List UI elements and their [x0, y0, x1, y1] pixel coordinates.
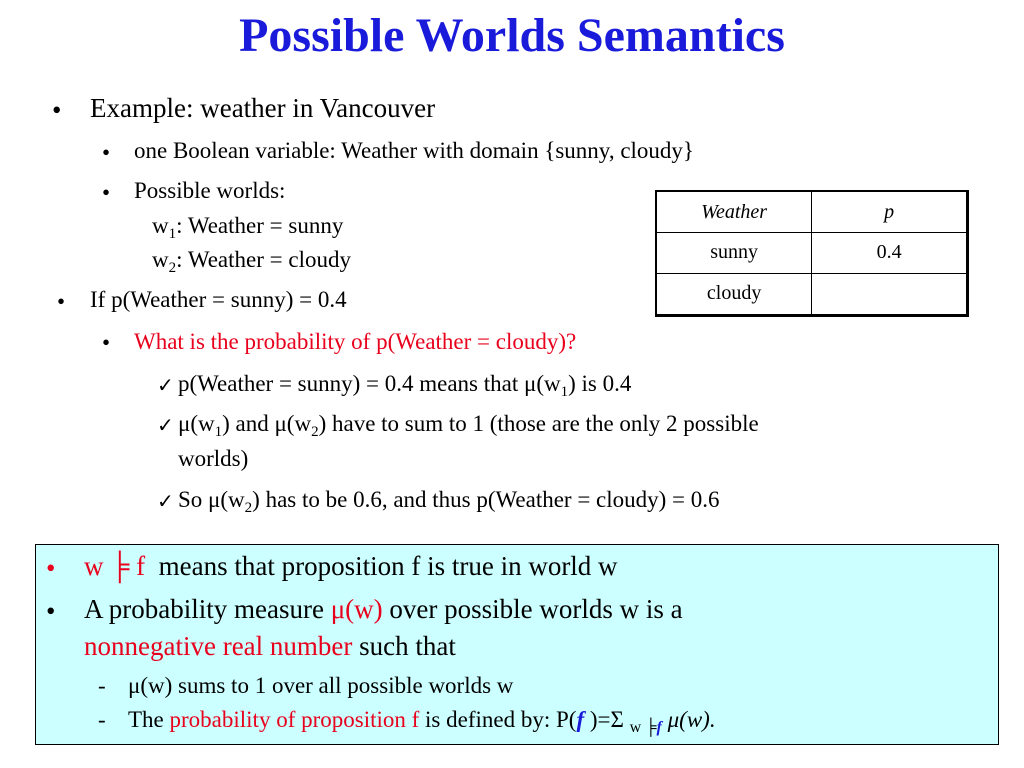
bullet-dot: •	[52, 95, 62, 125]
check-icon: ✓	[157, 373, 174, 397]
entailment-text: means that proposition f is true in world w	[145, 551, 618, 581]
check-icon: ✓	[157, 413, 174, 437]
slide-title: Possible Worlds Semantics	[239, 9, 785, 62]
def-sub-f: f	[656, 719, 662, 736]
check1-text-b: ) is 0.4	[568, 371, 632, 396]
def-f: f	[576, 707, 585, 732]
pm-nonnegative: nonnegative real number	[84, 631, 353, 661]
check-icon: ✓	[157, 489, 174, 513]
table-header-cell: p	[812, 191, 968, 233]
check2-subscript-1: 1	[214, 424, 223, 440]
world-w1	[152, 213, 344, 242]
world-w2	[152, 247, 351, 276]
pm-text-a: A probability measure	[84, 594, 331, 624]
dash-item-sum: μ(w) sums to 1 over all possible worlds w	[128, 673, 514, 698]
bullet-dot: •	[102, 140, 111, 165]
def-red-text: probability of proposition f	[169, 707, 420, 732]
check-item-2	[178, 411, 759, 440]
def-text-b: is defined by: P(	[419, 707, 577, 732]
bullet-dot: •	[57, 289, 66, 314]
check2-text-b: ) and μ(w	[222, 411, 312, 436]
probability-measure-line-2	[84, 631, 456, 662]
probability-measure-line	[84, 594, 683, 625]
bullet-dot: •	[102, 180, 111, 205]
dash-marker: -	[98, 707, 106, 732]
bullet-possible-worlds: Possible worlds:	[134, 178, 286, 203]
check1-text-a: p(Weather = sunny) = 0.4 means that μ(w	[178, 371, 561, 396]
pm-text-b: over possible worlds w is a	[382, 594, 683, 624]
weather-probability-table	[655, 190, 969, 317]
bullet-if-line: If p(Weather = sunny) = 0.4	[90, 287, 347, 312]
question-text: What is the probability of p(Weather = cloudy)?	[134, 329, 577, 354]
entailment-definition	[84, 551, 618, 582]
check3-subscript: 2	[244, 500, 253, 516]
def-sigma: )=Σ	[584, 707, 630, 732]
bullet-dot: •	[46, 553, 56, 583]
table-header-row	[656, 191, 968, 233]
check1-subscript: 1	[560, 384, 569, 400]
table-cell: cloudy	[656, 273, 812, 315]
table-row	[656, 273, 968, 315]
bullet-example: Example: weather in Vancouver	[90, 93, 436, 123]
table-cell: 0.4	[812, 233, 968, 274]
bullet-boolean-variable: one Boolean variable: Weather with domain {sunny, cloudy}	[134, 138, 694, 163]
check-item-1	[178, 371, 632, 400]
check2-text-a: μ(w	[178, 411, 215, 436]
dash-item-definition	[128, 707, 716, 736]
check2-subscript-2: 2	[311, 424, 319, 440]
check3-text-b: ) has to be 0.6, and thus p(Weather = cloudy) = 0.6	[252, 487, 720, 512]
bullet-dot: •	[46, 596, 56, 626]
definition-box	[35, 544, 999, 745]
dash-marker: -	[98, 673, 106, 698]
check2-text-c: ) have to sum to 1 (those are the only 2 possible	[318, 411, 759, 436]
w2-text: : Weather = cloudy	[176, 247, 351, 272]
w1-text: : Weather = sunny	[176, 213, 344, 238]
table-cell	[812, 273, 968, 315]
w1-label: w	[152, 213, 169, 238]
check3-text-a: So μ(w	[178, 487, 245, 512]
check-item-2-continuation: worlds)	[178, 446, 249, 471]
entailment-symbol: w ╞ f	[84, 551, 146, 581]
w2-subscript: 2	[168, 260, 177, 276]
def-sub-w: w ╞	[629, 719, 657, 736]
def-mu: μ(w).	[661, 707, 716, 732]
pm-text-c: such that	[352, 631, 456, 661]
def-text-a: The	[128, 707, 170, 732]
check-item-3	[178, 487, 720, 516]
table-cell: sunny	[656, 233, 812, 274]
table-row	[656, 233, 968, 274]
pm-mu: μ(w)	[330, 594, 383, 624]
bullet-dot: •	[102, 330, 111, 355]
table-header-cell: Weather	[656, 191, 812, 233]
w1-subscript: 1	[168, 226, 177, 242]
w2-label: w	[152, 247, 169, 272]
